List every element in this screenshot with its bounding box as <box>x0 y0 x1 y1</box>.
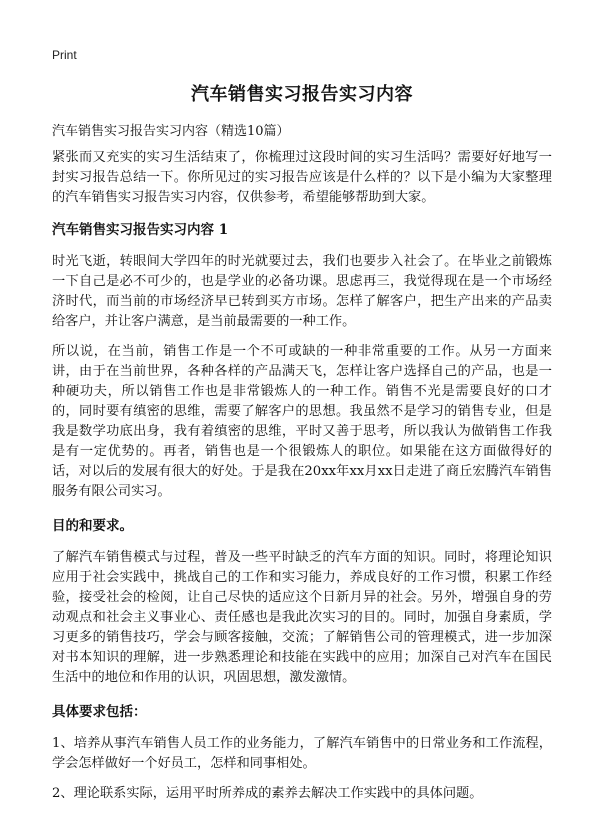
subtitle: 汽车销售实习报告实习内容（精选10篇） <box>52 124 290 139</box>
print-label[interactable]: Print <box>52 48 77 62</box>
section-1-heading: 汽车销售实习报告实习内容 1 <box>52 222 229 238</box>
goals-heading: 目的和要求。 <box>52 518 133 534</box>
section-1-paragraph-1: 时光飞逝，转眼间大学四年的时光就要过去，我们也要步入社会了。在毕业之前锻炼一下自己是必不可少的，也是学业的必备功课。思虑再三，我觉得现在是一个市场经济时代，而当前的市场经济早已转到买方市场。怎样了解客户，把生产出来的产品卖给客户，并让客户满意，是当前最需要的一种工作。 <box>52 254 552 329</box>
page-title: 汽车销售实习报告实习内容 <box>191 84 413 105</box>
requirements-heading: 具体要求包括： <box>52 704 147 720</box>
intro-paragraph: 紧张而又充实的实习生活结束了，你梳理过这段时间的实习生活吗？需要好好地写一封实习报告总结一下。你所见过的实习报告应该是什么样的？以下是小编为大家整理的汽车销售实习报告实习内容，仅供参考，希望能够帮助到大家。 <box>52 150 552 205</box>
requirement-item-2: 2、理论联系实际，运用平时所养成的素养去解决工作实践中的具体问题。 <box>52 786 483 801</box>
section-1-paragraph-2: 所以说，在当前，销售工作是一个不可或缺的一种非常重要的工作。从另一方面来讲，由于在当前世界，各种各样的产品满天飞，怎样让客户选择自己的产品，也是一种硬功夫，所以销售工作也是非常锻炼人的一种工作。销售不光是需要良好的口才的，同时要有缜密的思维，需要了解客户的思想。我虽然不是学习的销售专业，但是我是数学功底出身，我有着缜密的思维，平时又善于思考，所以我认为做销售工作我是有一定优势的。再者，销售也是一个很锻炼人的职位。如果能在这方面做得好的话，对以后的发展有很大的好处。于是我在20xx年xx月xx日走进了商丘宏腾汽车销售服务有限公司实习。 <box>52 344 552 499</box>
requirement-item-1: 1、培养从事汽车销售人员工作的业务能力，了解汽车销售中的日常业务和工作流程，学会怎样做好一个好员工，怎样和同事相处。 <box>52 736 552 771</box>
goals-paragraph: 了解汽车销售模式与过程，普及一些平时缺乏的汽车方面的知识。同时，将理论知识应用于社会实践中，挑战自己的工作和实习能力，养成良好的工作习惯，积累工作经验，接受社会的检阅，让自己尽快的适应这个日新月异的社会。另外，增强自身的劳动观点和社会主义事业心、责任感也是我此次实习的目的。同时，加强自身素质，学习更多的销售技巧，学会与顾客接触，交流；了解销售公司的管理模式，进一步加深对书本知识的理解，进一步熟悉理论和技能在实践中的应用；加深自己对汽车在国民生活中的地位和作用的认识，巩固思想，激发激情。 <box>52 550 552 685</box>
document-body <box>52 148 552 814</box>
